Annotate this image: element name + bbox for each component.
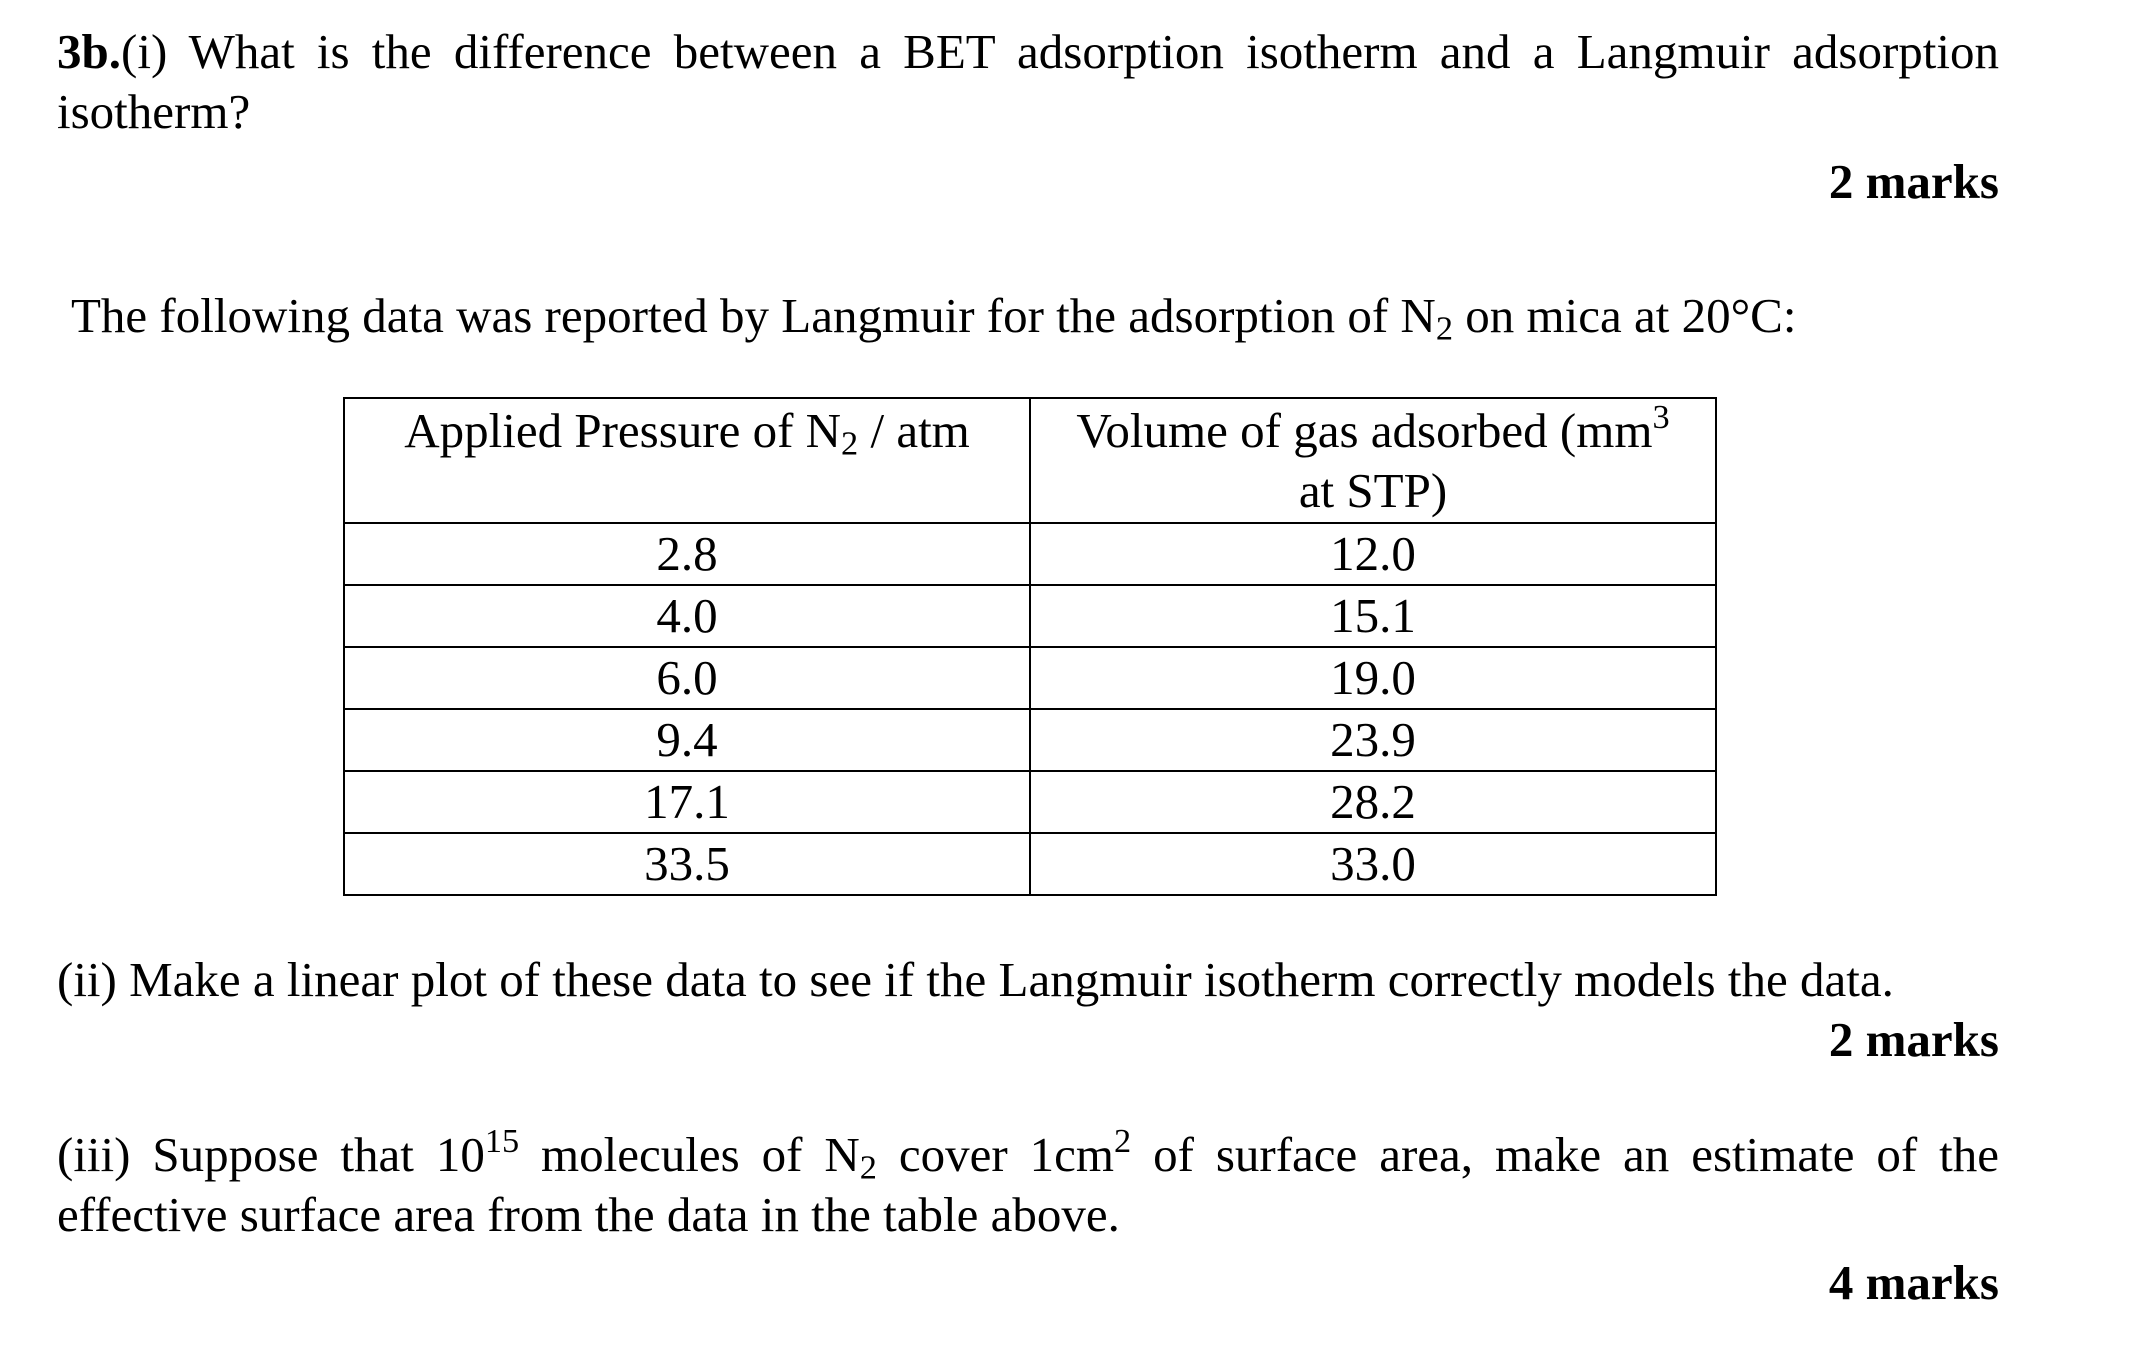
- marks-question-ii: 2 marks: [1828, 1012, 1999, 1067]
- volume-cell: 33.0: [1030, 833, 1716, 895]
- table-row: [344, 647, 1716, 709]
- table-header-row: [344, 398, 1716, 523]
- volume-cell: 23.9: [1030, 709, 1716, 771]
- pressure-cell: 4.0: [344, 585, 1030, 647]
- table-row: [344, 771, 1716, 833]
- adsorption-data-table: [343, 397, 1717, 896]
- question-number: 3b.: [57, 24, 122, 79]
- superscript-2: 2: [1114, 1122, 1132, 1161]
- question-3b-i: [57, 22, 1999, 142]
- table-row: [344, 585, 1716, 647]
- volume-cell: 28.2: [1030, 771, 1716, 833]
- subscript-2: 2: [859, 1148, 877, 1187]
- table-row: [344, 523, 1716, 585]
- question-3b-i-text: (i) What is the difference between a BET adsorption isotherm and a Langmuir adsorption isotherm?: [57, 24, 1999, 139]
- marks-question-i: 2 marks: [1828, 154, 1999, 209]
- pressure-cell: 6.0: [344, 647, 1030, 709]
- marks-question-iii: 4 marks: [1828, 1255, 1999, 1310]
- header-applied-pressure: Applied Pressure of $N_2$ / atm: [344, 398, 1030, 523]
- pressure-cell: 17.1: [344, 771, 1030, 833]
- question-iii: (iii) Suppose that $10^{15}$ molecules of $N_2$ cover $1cm^2$ of surface area, make an estimate of the effective surface area from the data in the table above.: [57, 1122, 2000, 1242]
- table-row: [344, 833, 1716, 895]
- volume-cell: 15.1: [1030, 585, 1716, 647]
- pressure-cell: 33.5: [344, 833, 1030, 895]
- pressure-cell: 9.4: [344, 709, 1030, 771]
- volume-cell: 19.0: [1030, 647, 1716, 709]
- volume-cell: 12.0: [1030, 523, 1716, 585]
- subscript-2: 2: [1435, 309, 1453, 348]
- pressure-cell: 2.8: [344, 523, 1030, 585]
- superscript-15: 15: [484, 1122, 520, 1161]
- table-row: [344, 709, 1716, 771]
- data-intro-sentence: The following data was reported by Langmuir for the adsorption of $N_2$ on mica at 20°C:: [71, 288, 1797, 348]
- header-volume-adsorbed: Volume of gas adsorbed ($mm^3$ at STP): [1030, 398, 1716, 523]
- question-ii: (ii) Make a linear plot of these data to see if the Langmuir isotherm correctly models the data.: [57, 952, 1894, 1007]
